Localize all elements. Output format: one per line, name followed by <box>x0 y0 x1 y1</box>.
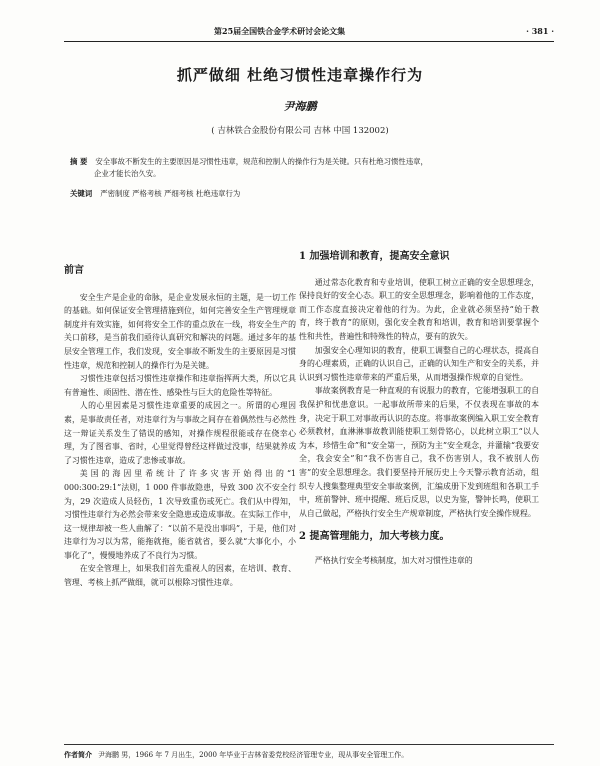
paragraph: 人的心里因素是习惯性违章重要的成因之一。所谓的心理因素，是事故责任者，对违章行为与事故之间存在着偶然性与必然性这一辩证关系发生了错误的感知，对操作规程很能或存在侥幸心理，为了图省事、省时，心里觉得曾经这样做过没事，结果就养成了习惯性违章，造成了悲惨或事故。 <box>64 401 296 465</box>
keywords <box>70 188 525 199</box>
header-rule <box>64 41 554 42</box>
abstract-label: 摘 要 <box>70 157 88 166</box>
paper-title: 抓严做细 杜绝习惯性违章操作行为 <box>176 66 424 84</box>
right-column <box>299 250 539 567</box>
affiliation: ( 吉林铁合金股份有限公司 吉林 中国 132002) <box>211 126 389 136</box>
keywords-text: 严密制度 严格考核 严细考核 杜绝违章行为 <box>100 189 241 198</box>
abstract-text-1: 安全事故不断发生的主要原因是习惯性违章，规范和控制人的操作行为是关键。只有杜绝习惯性违章， <box>95 157 428 166</box>
paragraph: 美国的海因里希统计了许多灾害开始得出的“1 000:300:29:1”法则，1 000 件事故隐患，导致 300 次不安全行为，29 次造成人员轻伤，1 次导致重伤或死亡。我们从中得知，习惯性违章行为必然会带来安全隐患或造成事故。在实际工作中，这一规律却被一些人曲解了：“以前不是没出事吗”，于是，他们对违章行为习以为常，能拖就拖，能省就省，要么就“大事化小，小事化了”，慢慢地养成了不良行为习惯。 <box>64 469 296 560</box>
paragraph: 安全生产是企业的命脉，是企业发展永恒的主题，是一切工作的基础。如何保证安全管理措施到位，如何完善安全生产管理规章制度并有效实施，如何将安全工作的重点放在一线，将安全生产的关口前移，是当前我们亟待认真研究和解决的问题。通过多年的基层安全管理工作，我们发现，安全事故不断发生的主要原因是习惯性违章，规范和控制人的操作行为是关键。 <box>64 292 296 370</box>
section-heading-1: 1 加强培训和教育，提高安全意识 <box>299 251 450 262</box>
author-name: 尹海鹏 <box>283 100 317 113</box>
keywords-label: 关键词 <box>70 189 93 198</box>
abstract <box>70 156 525 180</box>
footnote-text: 尹海鹏 男，1966 年 7 月出生，2000 年毕业于吉林省委党校经济管理专业，现从事安全管理工作。 <box>98 751 409 759</box>
author-bio-footnote <box>64 750 554 760</box>
abstract-line-1 <box>70 156 525 168</box>
paragraph: 严格执行安全考核制度，加大对习惯性违章的 <box>314 555 473 565</box>
section-heading-intro: 前言 <box>64 265 84 276</box>
paragraph: 在安全管理上，如果我们首先重视人的因素，在培训、教育、管理、考核上抓严做细，就可以根除习惯性违章。 <box>64 564 296 588</box>
paragraph: 事故案例教育是一种直观的有说服力的教育，它能增强职工的自我保护和忧患意识。一起事故所带来的后果，不仅表现在事故的本身，决定于职工对事故再认识的态度。将事故案例编入职工安全教育必须教材，血淋淋事故教训能使职工刻骨铭心，以此树立职工“以人为本，珍惜生命”和“安全第一，预防为主”安全观念，并灌输“我要安全，我会安全”和“我不伤害自己，我不伤害别人，我不被别人伤害”的安全思想理念。我们要坚持开展历史上今天警示教育活动，组织专人搜集整理典型安全事故案例，汇编成册下发到班组和各职工手中，班前警钟、班中提醒、班后反思，以史为鉴，警钟长鸣，使职工从自己做起，严格执行安全生产规章制度，严格执行安全操作规程。 <box>299 386 539 518</box>
section-heading-2: 2 提高管理能力，加大考核力度。 <box>299 531 450 543</box>
footnote-label: 作者简介 <box>64 750 92 759</box>
paragraph: 加强安全心理知识的教育，使职工调整自己的心理状态，提高自身的心理素质，正确的认识自己，正确的认知生产和安全的关系，并认识到习惯性违章带来的严重后果，从而增强操作规章的自觉性。 <box>299 345 539 382</box>
paragraph: 通过常态化教育和专业培训，使职工树立正确的安全思想理念，保持良好的安全心态。职工的安全思想理念，影响着他的工作态度，而工作态度直接决定着他的行为。为此，企业就必须坚持“始于教育，终于教育”的原则，强化安全教育和培训，教育和培训要掌握个性和共性，普遍性和特殊性的特点，要有的放矢。 <box>299 277 539 341</box>
running-header <box>64 26 554 40</box>
left-column <box>64 264 296 590</box>
paragraph: 习惯性违章包括习惯性违章操作和违章指挥两大类，所以它具有普遍性、顽固性、潜在性、感染性与巨大的危险性等特征。 <box>64 374 296 397</box>
page-number: · 381 · <box>526 26 554 36</box>
footnote-rule <box>64 744 554 745</box>
journal-title: 第25届全国铁合金学术研讨会论文集 <box>214 26 346 36</box>
abstract-line-2: 企业才能长治久安。 <box>94 169 161 178</box>
